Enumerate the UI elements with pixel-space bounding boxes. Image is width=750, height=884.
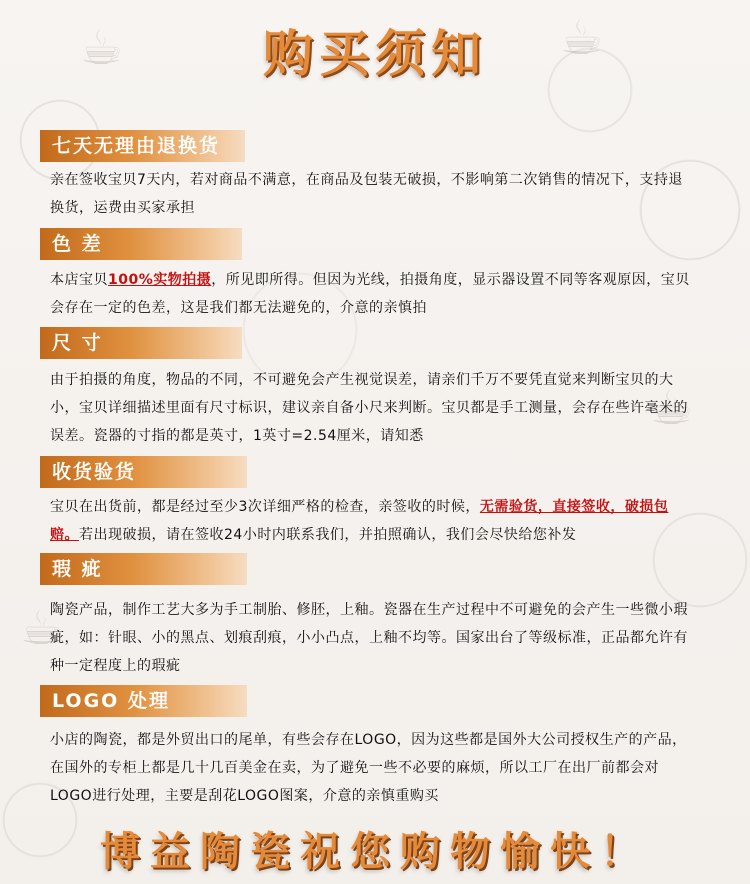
section-text-return: 亲在签收宝贝7天内，若对商品不满意，在商品及包装无破损，不影响第二次销售的情况下，支持退换货，运费由买家承担 [50, 172, 683, 216]
section-heading-return: 七天无理由退换货 [40, 130, 245, 162]
cup-icon: ☕ [20, 600, 64, 656]
section-heading-color: 色 差 [40, 228, 242, 260]
teapot-icon: ☕ [560, 10, 604, 66]
page-title: 购买须知 [263, 25, 487, 83]
text-segment: 宝贝在出货前，都是经过至少3次详细严格的检查，亲签收的时候， [50, 499, 480, 515]
section-heading-logo: LOGO 处理 [40, 685, 247, 717]
text-segment: ，所见即所得。但因为光线，拍摄角度，显示器设置不同等客观原因，宝贝会存在一定的色差，这是我们都无法避免的，介意的亲慎拍 [50, 272, 690, 316]
section-text-size: 由于拍摄的角度，物品的不同，不可避免会产生视觉误差，请亲们千万不要凭直觉来判断宝贝的大小，宝贝详细描述里面有尺寸标识，建议亲自备小尺来判断。宝贝都是手工测量，会存在些许毫米的误差。瓷器的寸指的都是英寸，1英寸=2.54厘米，请知悉 [50, 372, 688, 444]
section-text-inspection [50, 493, 690, 549]
cup-icon: ☕ [650, 380, 694, 436]
text-segment: 若出现破损，请在签收24小时内联系我们，并拍照确认，我们会尽快给您补发 [79, 527, 577, 543]
highlight-text: 100%实物拍摄 [108, 272, 212, 288]
section-text-flaws: 陶瓷产品，制作工艺大多为手工制胎、修胚，上釉。瓷器在生产过程中不可避免的会产生一些微小瑕疵，如：针眼、小的黑点、划痕刮痕，小小凸点，上釉不均等。国家出台了等级标准，正品都允许有种一定程度上的瑕疵 [50, 602, 688, 674]
section-heading-size: 尺 寸 [40, 327, 242, 359]
section-heading-inspection: 收货验货 [40, 456, 247, 488]
section-text-logo: 小店的陶瓷，都是外贸出口的尾单，有些会存在LOGO，因为这些都是国外大公司授权生产的产品，在国外的专柜上都是几十几百美金在卖，为了避免一些不必要的麻烦，所以工厂在出厂前都会对LOGO进行处理，主要是刮花LOGO图案，介意的亲慎重购买 [50, 732, 687, 804]
footer-slogan: 博益陶瓷祝您购物愉快！ [100, 829, 650, 875]
highlight-text: 无需验货，直接签收，破损包赔。 [50, 499, 669, 543]
section-heading-flaws: 瑕 疵 [40, 553, 247, 585]
section-text-color [50, 266, 690, 322]
teapot-icon: ☕ [80, 20, 124, 76]
text-segment: 本店宝贝 [50, 272, 108, 288]
